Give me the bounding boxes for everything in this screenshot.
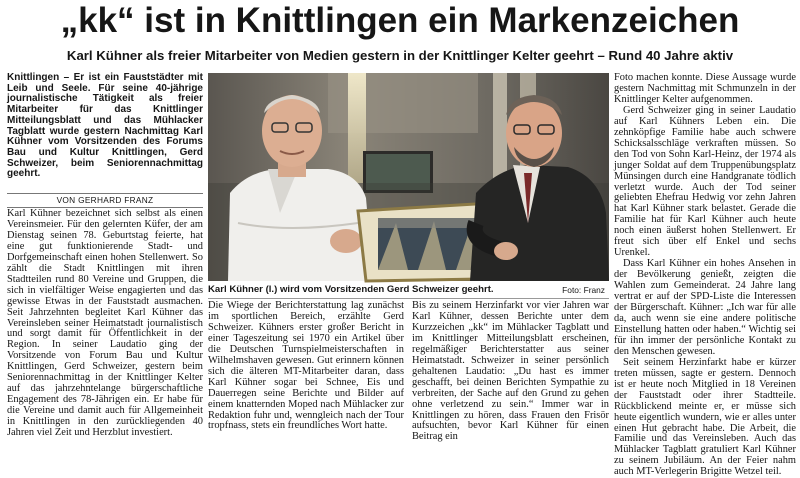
photo-image <box>208 73 609 281</box>
article-column-2 <box>208 301 404 441</box>
article-paragraph: Seit seinem Herzinfarkt habe er kürzer treten müssen, sagte er gestern. Dennoch ist er heute noch Mitglied in 18 Vereinen der Fauststadt oder ihrer Stadtteile. Rückblickend meinte er, er müsse sich heute eigentlich wundern, wie er alles unter einen Hut gebracht habe. Die Arbeit, die Familie und das Vereinsleben. Auch das Mühlacker Tagblatt gratuliert Karl Kühner zu seinem Jubiläum. An der Feier nahm auch MT-Verlegerin Brigitte Wetzel teil. <box>614 356 796 478</box>
subheadline: Karl Kühner als freier Mitarbeiter von Medien gestern in der Knittlinger Kelter geehrt – Rund 40 Jahre aktiv <box>66 48 734 63</box>
caption-text: Karl Kühner (l.) wird vom Vorsitzenden Gerd Schweizer geehrt. <box>208 284 494 295</box>
byline: VON GERHARD FRANZ <box>7 193 203 208</box>
article-paragraph: Gerd Schweizer ging in seiner Laudatio auf Karl Kühners Leben ein. Die zehnköpfige Familie habe auch schwere Schicksalsschläge verkraften müssen. So den Tod von Sohn Karl-Heinz, der 1974 als junger Soldat auf dem Truppenübungsplatz Münsingen durch eine Handgranate tödlich verletzt wurde. Auch der Tod seiner geliebten Ehefrau Hedwig vor zehn Jahren hat Karl Kühner stark belastet. Gerade die Familie hat für Karl Kühner auch heute noch einen äußerst hohen Stellenwert. Er freut sich über elf Enkel und sechs Urenkel. <box>614 104 796 259</box>
caption-rule <box>208 298 609 299</box>
article-paragraph: Karl Kühner bezeichnet sich selbst als einen Vereinsmeier. Für den gelernten Küfer, der am Dienstag seinen 78. Geburtstag feierte, hat eine gut funktionierende Stadt- und Dorfgemeinschaft einen hohen Stellenwert. So zählt die Stadt Knittlingen mit ihren Stadtteilen rund 80 Vereine und Gruppen, die sich in vielfältiger Weise engagierten und das gewisse Etwas in der Fauststadt ausmachen. Seit Jahrzehnten begleitet Karl Kühner das Vereinsleben seiner Heimatstadt journalistisch und sorgt damit für Öffentlichkeit in der Region. In seiner Laudatio ging der Vorsitzende von Forum Bau und Kultur Knittlingen, Gerd Schweizer, gestern beim Seniorennachmittag in der Knittlinger Kelter auf das jahrzehntelange bürgerschaftliche Engagement des 78-Jährigen ein. Er habe für die Vereine und damit auch für Allgemeinheit in Knittlingen in den zurückliegenden 40 Jahren viel Zeit und Herzblut investiert. <box>7 208 203 439</box>
photo-caption <box>208 283 609 297</box>
photo-credit: Foto: Franz <box>562 285 605 295</box>
article-column-1 <box>7 209 203 441</box>
article-column-4 <box>614 72 796 478</box>
article-paragraph: Dass Karl Kühner ein hohes Ansehen in der Bevölkerung genießt, zeigten die Wahlen zum Gemeinderat. 24 Jahre lang vertrat er auf der SPD-Liste die Interessen der Bürgerschaft. Kühner: „Ich war für alle da, auch wenn sie eine andere politische Einstellung hatten oder haben.“ Wichtig sei für ihn immer der persönliche Kontakt zu den Menschen gewesen. <box>614 258 796 357</box>
headline: „kk“ ist in Knittlingen ein Markenzeichen <box>60 1 740 40</box>
article-paragraph: Foto machen konnte. Diese Aussage wurde gestern Nachmittag mit Schmunzeln in der Knittlinger Kelter aufgenommen. <box>614 72 796 105</box>
lead-paragraph: Knittlingen – Er ist ein Fauststädter mit Leib und Seele. Für seine 40-jährige journalistische Tätigkeit als freier Mitarbeiter für das Knittlinger Mitteilungsblatt und das Mühlacker Tagblatt wurde gestern Nachmittag Karl Kühner vom Vorsitzenden des Forums Bau und Kultur Knittlingen, Gerd Schweizer, beim Seniorennachmittag geehrt. <box>7 72 203 180</box>
article-paragraph: Bis zu seinem Herzinfarkt vor vier Jahren war Karl Kühner, dessen Berichte unter dem Kurzzeichen „kk“ im Mühlacker Tagblatt und im Knittlinger Mitteilungsblatt erscheinen, regelmäßiger Berichterstatter aus seiner Heimatstadt. Schweizer in seiner persönlich gehaltenen Laudatio: „Du hast es immer geschafft, bei deinen Berichten Sympathie zu verbreiten, der Sache auf den Grund zu gehen ohne verletzend zu sein.“ Immer war in Knittlingen zu hören, dass Frauen den Frisör aufsuchten, bevor Karl Kühner für einen Beitrag ein <box>412 300 609 443</box>
article-paragraph: Die Wiege der Berichterstattung lag zunächst im sportlichen Bereich, erzählte Gerd Schweizer. Kühners erster großer Bericht in einer Tageszeitung sei 1970 ein Artikel über die Deutschen Turnspielmeisterschaften in Wilhelmshaven gewesen. Gut erinnern können sich die älteren MT-Mitarbeiter daran, dass Karl Kühner sogar bei Schnee, Eis und Dauerregen seine Berichte und Bilder auf einem knatternden Moped nach Mühlacker zur Redaktion fuhr und, wenngleich nach der Tour tropfnass, stets ein freundliches Wort hatte. <box>208 300 404 432</box>
article-column-3 <box>412 301 609 441</box>
photo <box>208 73 609 281</box>
